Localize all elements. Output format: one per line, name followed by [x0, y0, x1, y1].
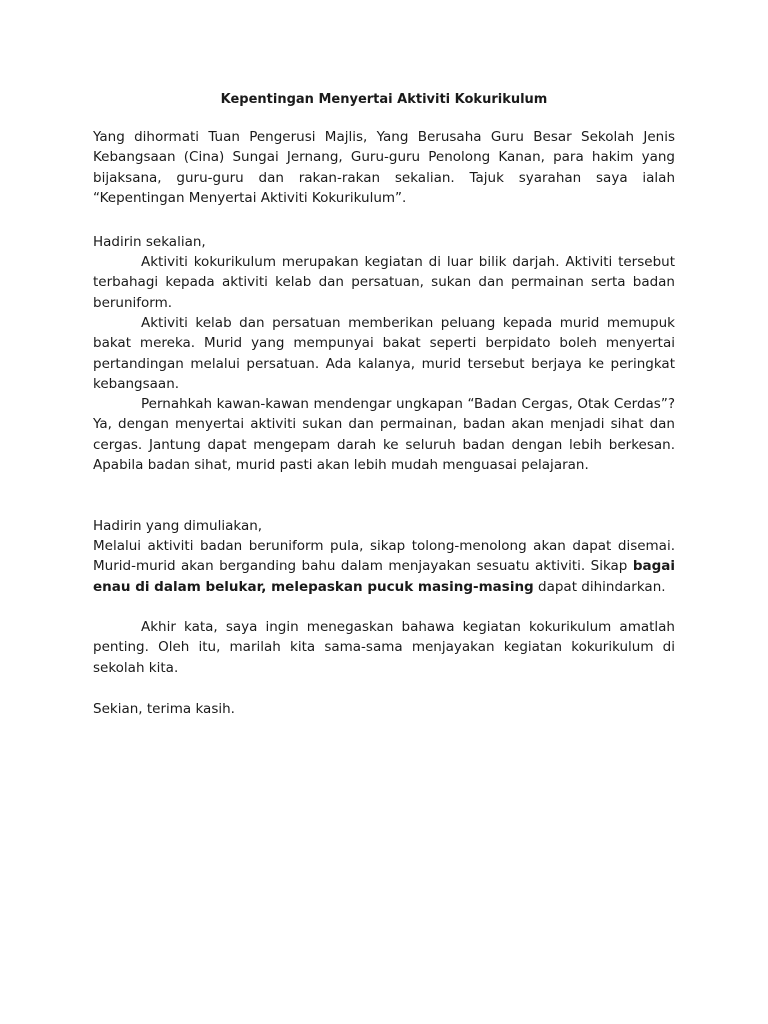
paragraph-4 — [93, 536, 675, 597]
opening-paragraph: Yang dihormati Tuan Pengerusi Majlis, Yang Berusaha Guru Besar Sekolah Jenis Kebangsaan (Cina) Sungai Jernang, Guru-guru Penolong Kanan, para hakim yang bijaksana, guru-guru dan rakan-rakan sekalian. Tajuk syarahan saya ialah “Kepentingan Menyertai Aktiviti Kokurikulum”. — [93, 129, 675, 207]
document-page — [93, 0, 675, 1024]
document-title: Kepentingan Menyertai Aktiviti Kokurikulum — [220, 92, 548, 107]
closing-line: Sekian, terima kasih. — [93, 701, 235, 717]
greeting-1: Hadirin sekalian, — [93, 234, 206, 250]
paragraph-2: Aktiviti kelab dan persatuan memberikan peluang kepada murid memupuk bakat mereka. Murid yang mempunyai bakat seperti berpidato boleh menyertai pertandingan melalui persatuan. Ada kalanya, murid tersebut berjaya ke peringkat kebangsaan. — [93, 315, 675, 393]
paragraph-4-end: dapat dihindarkan. — [533, 578, 666, 595]
greeting-2: Hadirin yang dimuliakan, — [93, 518, 263, 534]
paragraph-3: Pernahkah kawan-kawan mendengar ungkapan “Badan Cergas, Otak Cerdas”? Ya, dengan menyertai aktiviti sukan dan permainan, badan akan menjadi sihat dan cergas. Jantung dapat mengepam darah ke seluruh badan dengan lebih berkesan. Apabila badan sihat, murid pasti akan lebih mudah menguasai pelajaran. — [93, 396, 675, 474]
paragraph-1: Aktiviti kokurikulum merupakan kegiatan di luar bilik darjah. Aktiviti tersebut terbahagi kepada aktiviti kelab dan persatuan, sukan dan permainan serta badan beruniform. — [93, 254, 675, 311]
paragraph-4-start: Melalui aktiviti badan beruniform pula, sikap tolong-menolong akan dapat disemai. Murid-murid akan berganding bahu dalam menjayakan sesuatu aktiviti. Sikap — [93, 538, 675, 575]
paragraph-5: Akhir kata, saya ingin menegaskan bahawa kegiatan kokurikulum amatlah penting. Oleh itu, marilah kita sama-sama menjayakan kegiatan kokurikulum di sekolah kita. — [93, 619, 675, 676]
peribahasa-bold: bagai enau di dalam belukar, melepaskan pucuk masing-masing — [93, 558, 675, 595]
